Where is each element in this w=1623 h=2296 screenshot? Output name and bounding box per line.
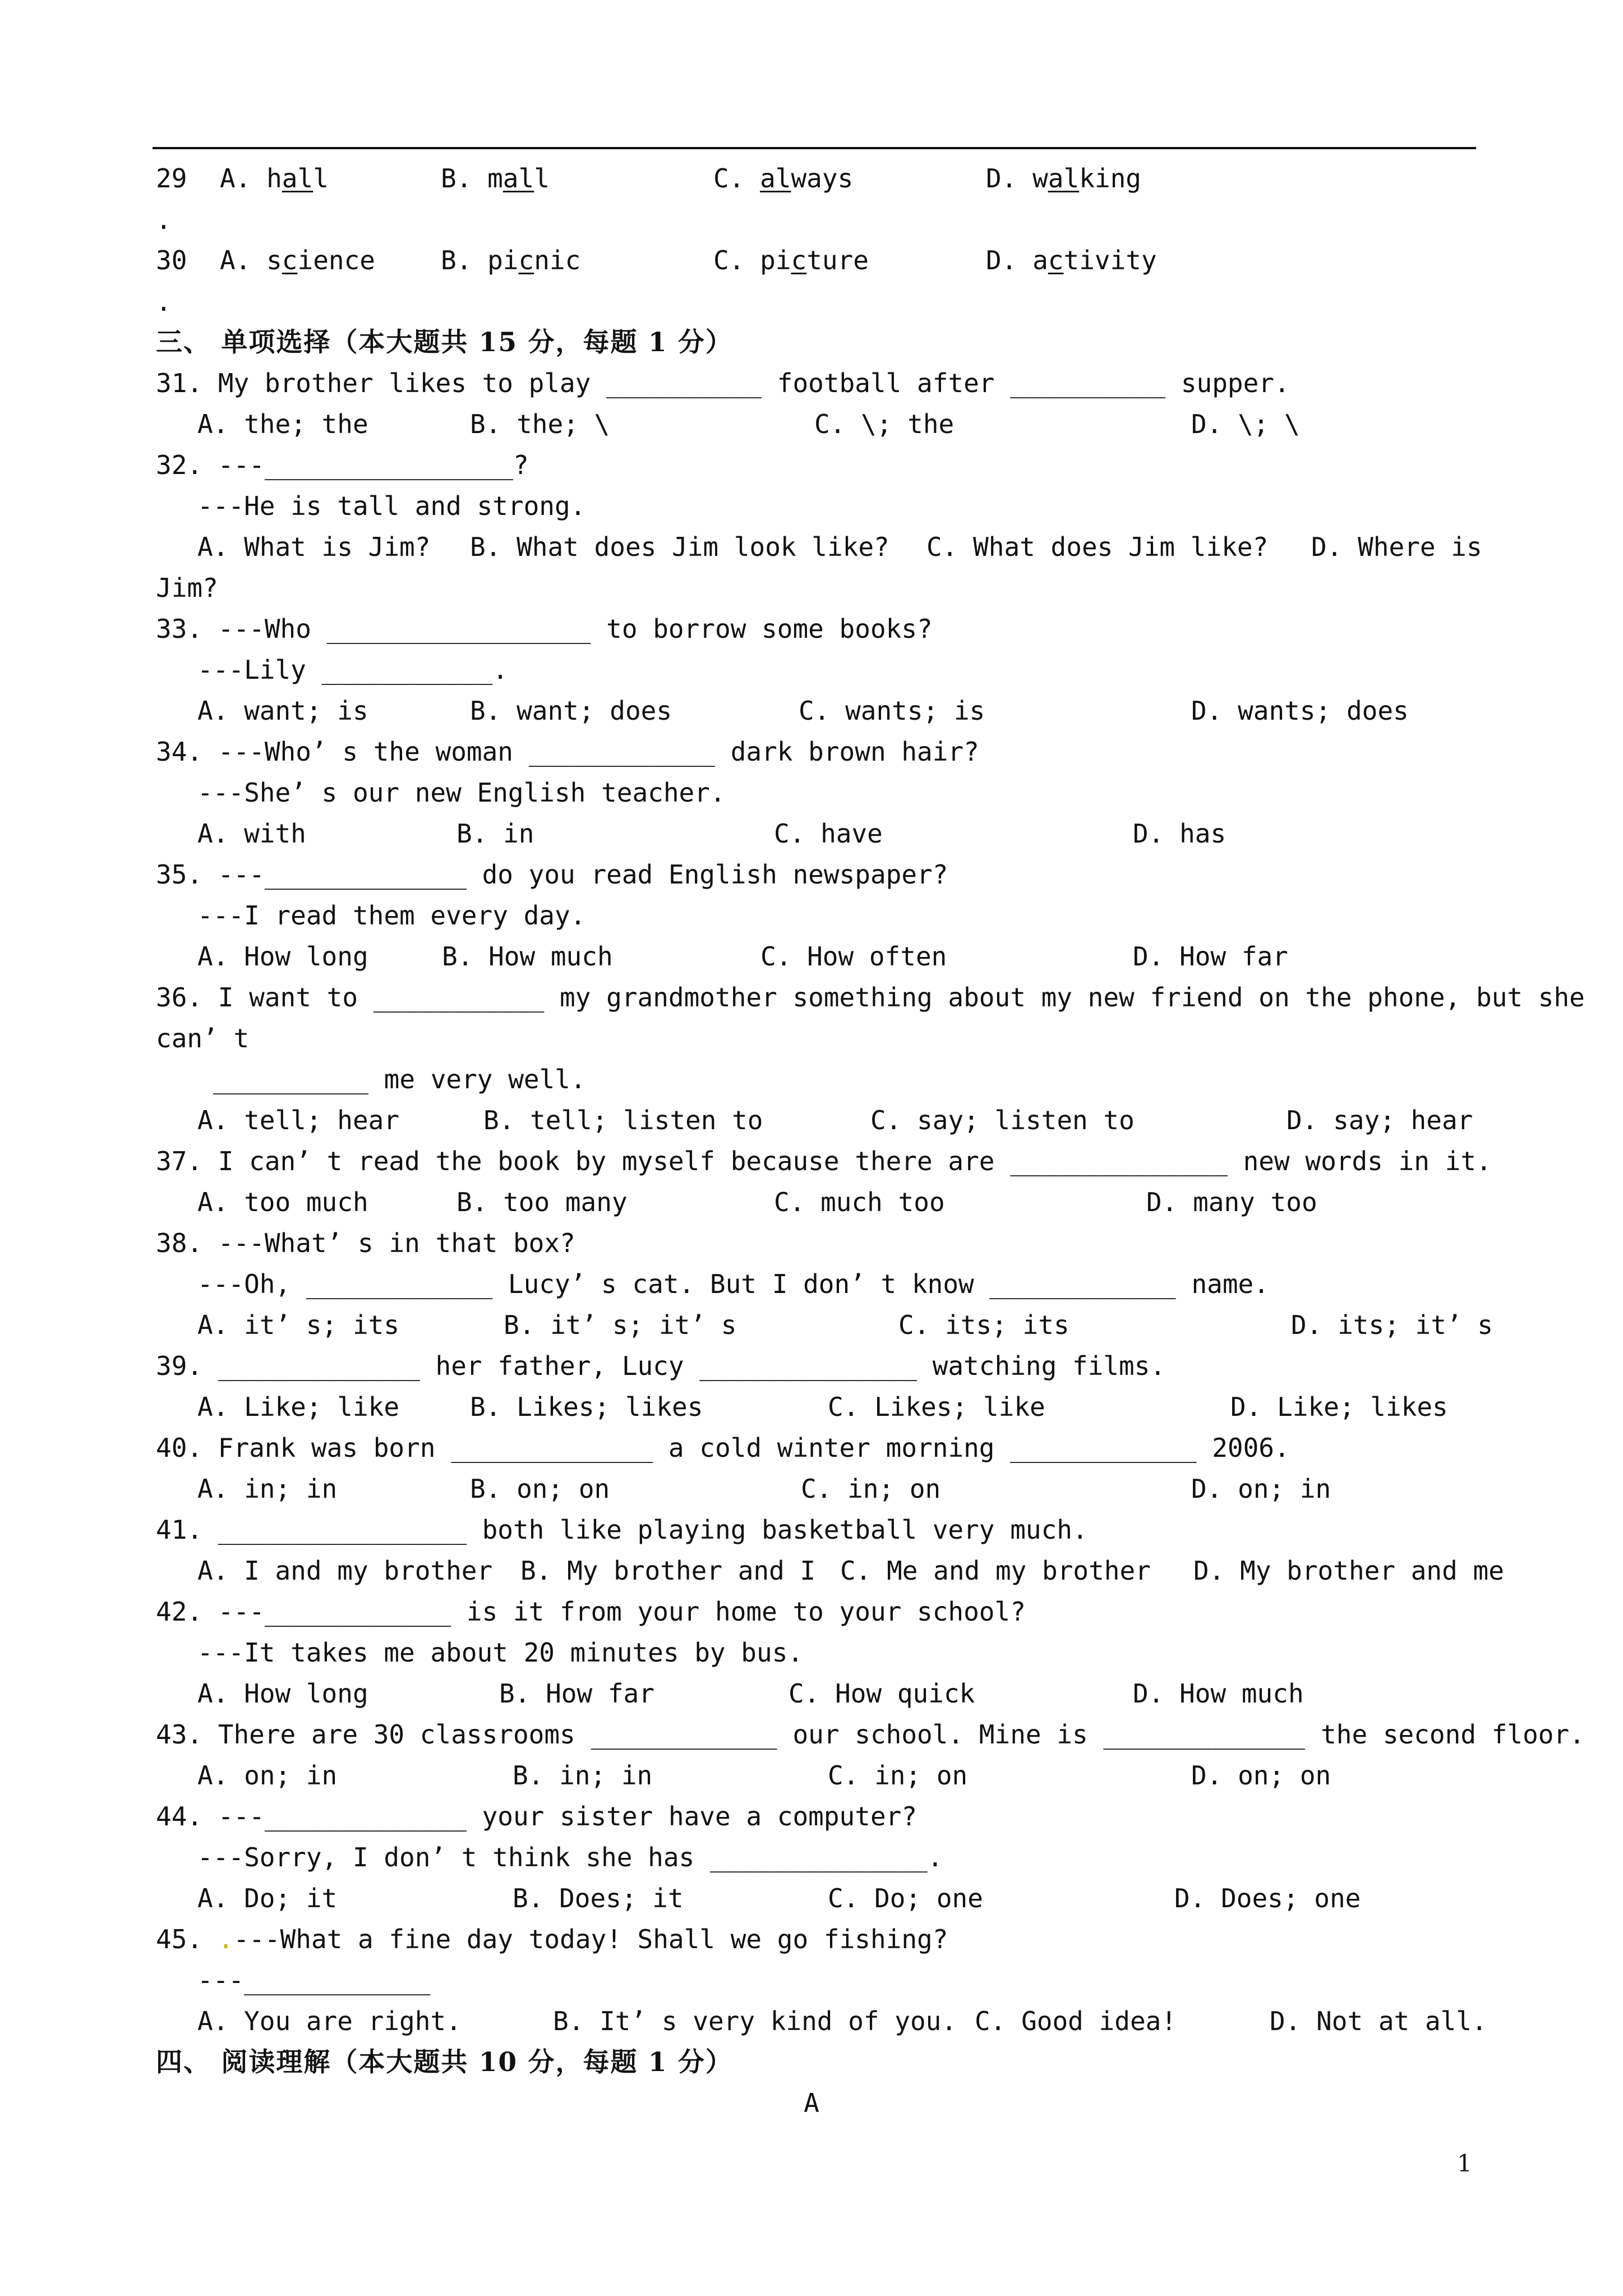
option-d: D. My brother and me <box>1193 1556 1504 1586</box>
option-a: A. hall <box>220 163 329 194</box>
question-45-options <box>197 2001 1487 2042</box>
question-44-reply: ---Sorry, I don’ t think she has ______________. <box>197 1842 943 1872</box>
option-a: A. How long <box>197 1678 368 1709</box>
option-a: A. Do; it <box>197 1883 338 1913</box>
question-37-options <box>197 1182 1483 1223</box>
question-32-options <box>197 527 1483 568</box>
option-d: D. How far <box>1133 941 1288 972</box>
option-a: A. I and my brother <box>197 1556 493 1586</box>
question-41-options <box>197 1550 1504 1591</box>
option-b: B. It’ s very kind of you. <box>553 2006 957 2036</box>
question-45-stem: 45. .---What a fine day today! Shall we go fishing? <box>156 1924 948 1954</box>
option-a: A. science <box>220 245 375 275</box>
option-b: B. What does Jim look like? <box>470 532 889 562</box>
option-c: C. its; its <box>898 1310 1069 1340</box>
option-a: A. in; in <box>197 1474 338 1504</box>
question-45-reply: ---____________ <box>197 1965 431 1995</box>
question-44-options <box>197 1878 1483 1919</box>
option-d: D. Like; likes <box>1230 1392 1448 1422</box>
stray-dot: . <box>156 205 172 235</box>
question-43-stem: 43. There are 30 classrooms ____________ our school. Mine is _____________ the second floor. <box>156 1719 1585 1750</box>
option-b: B. tell; listen to <box>483 1105 763 1135</box>
question-34-options <box>197 813 1483 854</box>
option-b: B. in <box>457 818 534 849</box>
question-38-reply: ---Oh, ____________ Lucy’ s cat. But I don’ t know ____________ name. <box>197 1269 1269 1299</box>
option-b: B. too many <box>457 1187 628 1217</box>
option-a: A. What is Jim? <box>197 532 431 562</box>
option-d: D. Not at all. <box>1270 2006 1487 2036</box>
option-a: A. want; is <box>197 696 368 726</box>
question-44-stem: 44. ---_____________ your sister have a computer? <box>156 1801 917 1832</box>
option-c: C. say; listen to <box>870 1105 1135 1135</box>
option-d: D. has <box>1133 818 1227 849</box>
highlight-mark: . <box>218 1924 234 1954</box>
option-c: C. What does Jim like? <box>926 532 1269 562</box>
option-b: B. How much <box>442 941 613 972</box>
question-38-stem: 38. ---What’ s in that box? <box>156 1228 575 1258</box>
question-38-options <box>197 1305 1493 1346</box>
option-b: B. Likes; likes <box>470 1392 703 1422</box>
question-40-options <box>197 1469 1483 1510</box>
option-a: A. tell; hear <box>197 1105 400 1135</box>
question-33-reply: ---Lily ___________. <box>197 655 508 685</box>
question-39-stem: 39. _____________ her father, Lucy ______________ watching films. <box>156 1351 1166 1381</box>
question-36-stem: 36. I want to ___________ my grandmother something about my new friend on the phone, but she <box>156 982 1585 1013</box>
option-b: B. want; does <box>470 696 672 726</box>
option-d: D. say; hear <box>1287 1105 1473 1135</box>
option-b: B. How far <box>499 1678 654 1709</box>
option-d: D. Where is <box>1311 532 1482 562</box>
question-42-reply: ---It takes me about 20 minutes by bus. <box>197 1637 804 1668</box>
question-30 <box>156 240 1483 281</box>
question-35-stem: 35. ---_____________ do you read English newspaper? <box>156 859 948 890</box>
option-d: D. on; on <box>1191 1760 1331 1791</box>
question-31-options <box>197 404 1483 445</box>
question-36-options <box>197 1100 1483 1141</box>
option-a: A. on; in <box>197 1760 338 1791</box>
question-36-blank: __________ me very well. <box>213 1064 586 1094</box>
option-d: D. its; it’ s <box>1291 1310 1493 1340</box>
option-a: A. Like; like <box>197 1392 400 1422</box>
option-b: B. in; in <box>513 1760 653 1791</box>
option-c: C. Me and my brother <box>840 1556 1151 1586</box>
question-32-continuation: Jim? <box>156 573 218 603</box>
option-d: D. walking <box>986 163 1141 194</box>
option-a: A. with <box>197 818 306 849</box>
option-c: C. Good idea! <box>975 2006 1177 2036</box>
question-37-stem: 37. I can’ t read the book by myself because there are ______________ new words in it. <box>156 1146 1492 1176</box>
option-c: C. How often <box>760 941 947 972</box>
option-c: C. much too <box>774 1187 945 1217</box>
section-3-title: 三、 单项选择（本大题共 15 分，每题 1 分） <box>156 327 733 358</box>
option-a: A. too much <box>197 1187 368 1217</box>
question-35-options <box>197 936 1483 977</box>
option-d: D. activity <box>986 245 1157 275</box>
option-a: A. You are right. <box>197 2006 462 2036</box>
question-number: 30 <box>156 245 187 275</box>
passage-label: A <box>804 2088 819 2118</box>
stray-dot: . <box>156 287 172 317</box>
question-33-options <box>197 691 1483 731</box>
question-36-continuation: can’ t <box>156 1023 250 1053</box>
option-c: C. \; the <box>814 409 955 439</box>
option-c: C. picture <box>713 245 869 275</box>
option-d: D. \; \ <box>1191 409 1300 439</box>
option-b: B. My brother and I <box>520 1556 816 1586</box>
question-34-stem: 34. ---Who’ s the woman ____________ dark brown hair? <box>156 737 979 767</box>
question-33-stem: 33. ---Who _________________ to borrow some books? <box>156 614 933 644</box>
option-a: A. it’ s; its <box>197 1310 400 1340</box>
option-b: B. Does; it <box>513 1883 684 1913</box>
option-c: C. How quick <box>789 1678 975 1709</box>
option-a: A. the; the <box>197 409 368 439</box>
option-d: D. How much <box>1133 1678 1304 1709</box>
option-a: A. How long <box>197 941 368 972</box>
option-b: B. picnic <box>441 245 581 275</box>
question-32-reply: ---He is tall and strong. <box>197 491 586 521</box>
option-c: C. in; on <box>801 1474 941 1504</box>
option-c: C. in; on <box>828 1760 968 1791</box>
option-b: B. the; \ <box>470 409 610 439</box>
question-42-options <box>197 1673 1483 1714</box>
question-42-stem: 42. ---____________ is it from your home to your school? <box>156 1596 1026 1627</box>
question-34-reply: ---She’ s our new English teacher. <box>197 777 726 808</box>
question-41-stem: 41. ________________ both like playing basketball very much. <box>156 1515 1088 1545</box>
section-4-title: 四、 阅读理解（本大题共 10 分，每题 1 分） <box>156 2047 733 2078</box>
option-b: B. it’ s; it’ s <box>504 1310 737 1340</box>
header-rule <box>153 147 1476 149</box>
option-c: C. Do; one <box>828 1883 983 1913</box>
question-32-stem: 32. ---________________? <box>156 450 529 480</box>
question-35-reply: ---I read them every day. <box>197 900 586 931</box>
option-c: C. Likes; like <box>828 1392 1045 1422</box>
option-c: C. always <box>713 163 854 194</box>
question-number: 29 <box>156 163 187 194</box>
option-b: B. on; on <box>470 1474 610 1504</box>
question-43-options <box>197 1755 1483 1796</box>
option-d: D. wants; does <box>1191 696 1409 726</box>
option-d: D. on; in <box>1191 1474 1331 1504</box>
question-29 <box>156 158 1483 199</box>
option-c: C. wants; is <box>799 696 985 726</box>
question-39-options <box>197 1387 1483 1428</box>
option-c: C. have <box>774 818 883 849</box>
option-d: D. Does; one <box>1174 1883 1361 1913</box>
question-40-stem: 40. Frank was born _____________ a cold winter morning ____________ 2006. <box>156 1433 1290 1463</box>
question-31-stem: 31. My brother likes to play __________ football after __________ supper. <box>156 368 1290 398</box>
option-b: B. mall <box>441 163 550 194</box>
page-number: 1 <box>1457 2150 1472 2177</box>
option-d: D. many too <box>1146 1187 1317 1217</box>
